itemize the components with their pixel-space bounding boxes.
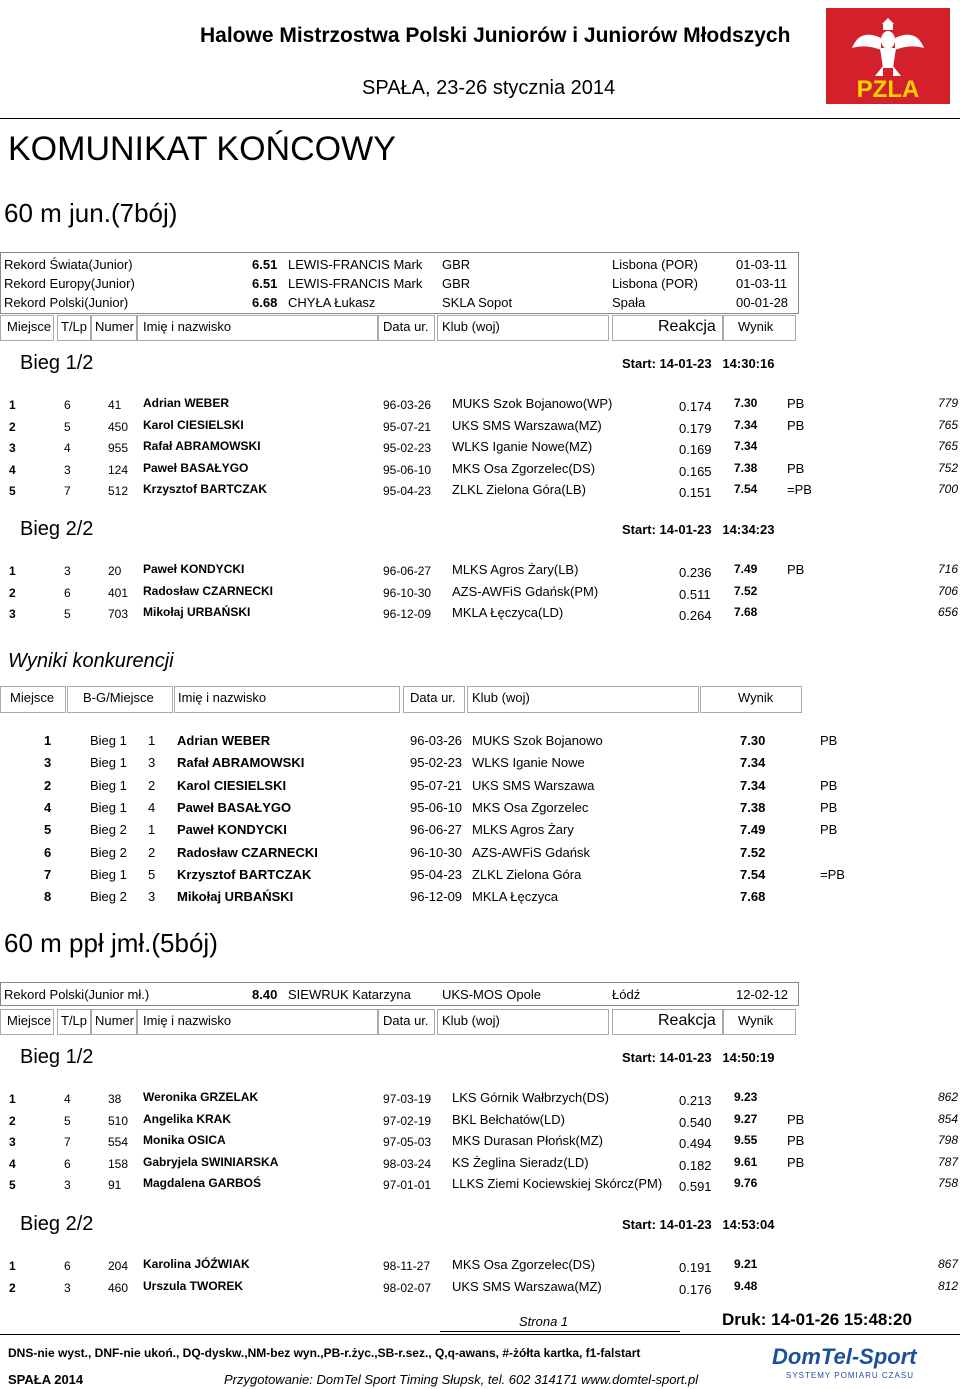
footer-print-time: Druk: 14-01-26 15:48:20 (722, 1310, 912, 1329)
row-points: 765 (937, 417, 958, 432)
record-value: 6.51 (252, 276, 278, 291)
row-result: 7.34 (734, 417, 758, 432)
result-note: PB (820, 733, 838, 748)
row-reaction: 0.494 (679, 1136, 712, 1151)
result-time: 7.38 (740, 799, 766, 815)
result-athlete: Radosław CZARNECKI (177, 844, 318, 860)
domtel-logo (768, 1344, 928, 1386)
row-points: 812 (937, 1278, 958, 1293)
row-lane: 6 (64, 1156, 71, 1171)
record-holder: LEWIS-FRANCIS Mark (288, 257, 423, 272)
footer-page-line (440, 1331, 680, 1332)
row-result: 7.30 (734, 396, 758, 410)
result-note: PB (820, 799, 838, 815)
result-athlete: Karol CIESIELSKI (177, 777, 287, 793)
row-athlete: Karol CIESIELSKI (143, 417, 244, 432)
row-lane: 3 (64, 1178, 71, 1192)
row-reaction: 0.182 (679, 1157, 712, 1173)
result-heat: Bieg 1 (90, 777, 127, 793)
row-lane: 3 (64, 462, 71, 477)
row-number: 512 (108, 484, 129, 498)
event1-title: 60 m jun.(7bój) (4, 198, 178, 228)
header-numer: Numer (95, 319, 135, 334)
row-lane: 5 (64, 419, 71, 434)
header-imie: Imię i nazwisko (143, 1013, 232, 1028)
row-dob: 96-12-09 (383, 607, 432, 621)
row-place: 2 (9, 419, 16, 434)
header-data: Data ur. (383, 1013, 429, 1028)
row-place: 2 (9, 1280, 16, 1295)
row-points: 867 (937, 1257, 958, 1271)
result-heat-place: 3 (148, 889, 156, 905)
row-club: MLKS Agros Żary(LB) (452, 562, 579, 577)
row-points: 752 (937, 460, 958, 475)
result-athlete: Paweł KONDYCKI (177, 822, 287, 838)
row-result: 9.55 (734, 1133, 758, 1147)
row-reaction: 0.176 (679, 1281, 712, 1297)
result-heat-place: 1 (148, 822, 156, 838)
row-lane: 6 (64, 1259, 71, 1273)
row-athlete: Paweł KONDYCKI (143, 562, 245, 576)
record-holder: CHYŁA Łukasz (288, 295, 376, 310)
footer-page: Strona 1 (519, 1314, 569, 1329)
result-heat: Bieg 1 (90, 755, 127, 771)
result-dob: 95-07-21 (410, 777, 463, 793)
result-time: 7.49 (740, 822, 766, 838)
result-athlete: Rafał ABRAMOWSKI (177, 755, 305, 771)
row-club: UKS SMS Warszawa(MZ) (452, 417, 602, 433)
row-athlete: Monika OSICA (143, 1133, 226, 1147)
row-club: KS Żeglina Sieradz(LD) (452, 1154, 589, 1170)
row-place: 1 (9, 1259, 16, 1273)
res-header-miejsce: Miejsce (10, 690, 55, 705)
result-place: 1 (44, 733, 52, 748)
domtel-logo-text: DomTel-Sport (772, 1344, 917, 1369)
result-time: 7.54 (740, 866, 766, 882)
row-note: PB (787, 562, 805, 577)
row-note: PB (787, 396, 805, 411)
result-time: 7.30 (740, 733, 766, 748)
record-value: 6.51 (252, 257, 278, 272)
row-points: 798 (937, 1133, 958, 1147)
result-heat-place: 4 (148, 799, 156, 815)
row-note: PB (787, 417, 805, 433)
row-reaction: 0.236 (679, 565, 712, 580)
header-tlp: T/Lp (61, 1013, 88, 1028)
row-result: 7.54 (734, 482, 758, 496)
row-reaction: 0.511 (679, 586, 711, 602)
res-header-data: Data ur. (410, 690, 456, 705)
result-place: 8 (44, 889, 52, 905)
row-number: 158 (108, 1156, 129, 1171)
result-dob: 96-03-26 (410, 733, 463, 748)
record-value: 6.68 (252, 295, 278, 310)
row-reaction: 0.591 (679, 1179, 712, 1194)
result-club: MKLA Łęczyca (472, 889, 558, 905)
row-club: BKL Bełchatów(LD) (452, 1111, 565, 1127)
footer-legend: DNS-nie wyst., DNF-nie ukoń., DQ-dyskw.,NM-bez wyn.,PB-r.życ.,SB-r.sez., Q,q-awans, #-żółta kartka, f1-falstart (8, 1346, 641, 1360)
row-reaction: 0.540 (679, 1114, 712, 1130)
record-label: Rekord Polski(Junior mł.) (4, 987, 150, 1002)
row-place: 1 (9, 398, 16, 412)
row-place: 5 (9, 1178, 16, 1192)
row-dob: 95-02-23 (383, 441, 432, 455)
row-number: 510 (108, 1113, 129, 1128)
row-dob: 95-07-21 (383, 419, 432, 434)
row-result: 7.38 (734, 460, 758, 475)
row-place: 4 (9, 462, 16, 477)
result-note: PB (820, 777, 838, 793)
row-place: 3 (9, 1135, 16, 1149)
row-place: 3 (9, 607, 16, 621)
header-miejsce: Miejsce (7, 1013, 52, 1028)
row-club: MKS Osa Zgorzelec(DS) (452, 1257, 596, 1272)
row-number: 204 (108, 1259, 129, 1273)
result-place: 6 (44, 844, 52, 860)
row-dob: 98-02-07 (383, 1280, 432, 1295)
record-holder: LEWIS-FRANCIS Mark (288, 276, 423, 291)
result-dob: 95-02-23 (410, 755, 463, 771)
row-athlete: Radosław CZARNECKI (143, 583, 274, 598)
row-number: 955 (108, 441, 129, 455)
result-note: =PB (820, 866, 845, 882)
row-result: 9.27 (734, 1111, 758, 1126)
result-place: 2 (44, 777, 52, 793)
row-athlete: Weronika GRZELAK (143, 1090, 259, 1104)
record-club: UKS-MOS Opole (442, 987, 541, 1002)
heat-start: Start: 14-01-23 14:30:16 (622, 356, 775, 371)
row-club: LKS Górnik Wałbrzych(DS) (452, 1090, 609, 1105)
header-reakcja: Reakcja (658, 318, 716, 335)
result-heat-place: 3 (148, 755, 156, 771)
result-place: 3 (44, 755, 52, 771)
record-club: GBR (442, 276, 471, 291)
row-club: ZLKL Zielona Góra(LB) (452, 482, 586, 497)
row-lane: 3 (64, 1280, 71, 1295)
header-subtitle: SPAŁA, 23-26 stycznia 2014 (362, 77, 616, 99)
row-club: MKS Durasan Płońsk(MZ) (452, 1133, 603, 1148)
result-club: WLKS Iganie Nowe (472, 755, 585, 771)
row-club: LLKS Ziemi Kociewskiej Skórcz(PM) (452, 1176, 663, 1191)
row-points: 700 (937, 482, 958, 496)
result-club: MUKS Szok Bojanowo (472, 733, 603, 748)
result-note: PB (820, 822, 838, 838)
row-lane: 6 (64, 398, 71, 412)
doc-title: KOMUNIKAT KOŃCOWY (8, 130, 396, 168)
result-dob: 96-10-30 (410, 844, 463, 860)
row-dob: 98-03-24 (383, 1156, 432, 1171)
result-club: MKS Osa Zgorzelec (472, 799, 589, 815)
row-place: 1 (9, 564, 16, 578)
row-lane: 7 (64, 484, 71, 498)
row-note: =PB (787, 482, 812, 497)
result-time: 7.52 (740, 844, 766, 860)
row-result: 7.34 (734, 439, 758, 453)
row-number: 41 (108, 398, 122, 412)
row-dob: 95-06-10 (383, 462, 432, 477)
heat-start: Start: 14-01-23 14:50:19 (622, 1050, 775, 1065)
row-dob: 97-03-19 (383, 1092, 432, 1106)
result-dob: 95-04-23 (410, 866, 463, 882)
row-dob: 95-04-23 (383, 484, 432, 498)
row-number: 460 (108, 1280, 129, 1295)
row-club: MKS Osa Zgorzelec(DS) (452, 460, 596, 476)
header-data: Data ur. (383, 319, 429, 334)
row-place: 1 (9, 1092, 16, 1106)
row-athlete: Paweł BASAŁYGO (143, 460, 249, 475)
row-reaction: 0.264 (679, 608, 712, 623)
heat-start: Start: 14-01-23 14:53:04 (622, 1217, 775, 1232)
row-athlete: Karolina JÓŹWIAK (143, 1257, 250, 1271)
result-time: 7.34 (740, 755, 766, 771)
row-club: AZS-AWFiS Gdańsk(PM) (452, 583, 599, 599)
row-result: 9.48 (734, 1278, 758, 1293)
record-date: 00-01-28 (736, 295, 789, 310)
result-club: MLKS Agros Żary (472, 822, 574, 838)
row-athlete: Angelika KRAK (143, 1111, 232, 1126)
row-points: 765 (937, 439, 958, 453)
heat-title: Bieg 2/2 (20, 518, 94, 540)
row-dob: 97-02-19 (383, 1113, 432, 1128)
row-points: 862 (937, 1090, 958, 1104)
row-dob: 96-10-30 (383, 585, 432, 600)
result-athlete: Krzysztof BARTCZAK (177, 866, 312, 882)
row-result: 7.49 (734, 562, 758, 576)
result-heat: Bieg 2 (90, 822, 127, 838)
row-result: 9.61 (734, 1154, 758, 1169)
row-athlete: Krzysztof BARTCZAK (143, 482, 267, 496)
row-number: 450 (108, 419, 129, 434)
record-place: Łódź (612, 987, 641, 1002)
row-lane: 7 (64, 1135, 71, 1149)
row-lane: 6 (64, 585, 71, 600)
pzla-logo (826, 8, 950, 104)
result-club: AZS-AWFiS Gdańsk (472, 844, 590, 860)
row-result: 7.68 (734, 605, 758, 619)
row-points: 854 (937, 1111, 958, 1126)
row-reaction: 0.169 (679, 442, 712, 457)
result-heat-place: 5 (148, 866, 156, 882)
record-place: Spała (612, 295, 646, 310)
result-athlete: Paweł BASAŁYGO (177, 799, 292, 815)
result-heat: Bieg 2 (90, 844, 127, 860)
row-club: UKS SMS Warszawa(MZ) (452, 1278, 602, 1294)
row-result: 9.76 (734, 1176, 758, 1190)
result-dob: 96-06-27 (410, 822, 463, 838)
header-wynik: Wynik (738, 1013, 774, 1028)
record-value: 8.40 (252, 987, 278, 1002)
row-points: 787 (937, 1154, 958, 1169)
row-reaction: 0.174 (679, 399, 712, 414)
row-points: 779 (937, 396, 958, 410)
row-place: 4 (9, 1156, 16, 1171)
event2-title: 60 m ppł jmł.(5bój) (4, 928, 218, 958)
row-place: 2 (9, 585, 16, 600)
record-club: GBR (442, 257, 471, 272)
record-date: 01-03-11 (736, 276, 788, 291)
result-heat-place: 1 (148, 733, 156, 748)
results-title: Wyniki konkurencji (8, 650, 174, 672)
row-points: 656 (937, 605, 958, 619)
res-header-bg: B-G/Miejsce (83, 690, 154, 705)
row-number: 38 (108, 1092, 122, 1106)
header-tlp: T/Lp (61, 319, 88, 334)
row-note: PB (787, 1111, 805, 1127)
row-place: 3 (9, 441, 16, 455)
header-numer: Numer (95, 1013, 135, 1028)
row-club: WLKS Iganie Nowe(MZ) (452, 439, 593, 454)
row-athlete: Adrian WEBER (143, 396, 230, 410)
header-wynik: Wynik (738, 319, 774, 334)
result-time: 7.68 (740, 889, 766, 905)
row-note: PB (787, 1154, 805, 1170)
header-miejsce: Miejsce (7, 319, 52, 334)
result-heat: Bieg 1 (90, 866, 127, 882)
result-time: 7.34 (740, 777, 766, 793)
row-points: 758 (937, 1176, 958, 1190)
row-athlete: Rafał ABRAMOWSKI (143, 439, 261, 453)
heat-title: Bieg 1/2 (20, 1046, 94, 1068)
result-dob: 95-06-10 (410, 799, 463, 815)
row-reaction: 0.179 (679, 420, 712, 436)
result-athlete: Mikołaj URBAŃSKI (177, 889, 294, 905)
row-athlete: Urszula TWOREK (143, 1278, 244, 1293)
res-header-wynik: Wynik (738, 690, 774, 705)
result-athlete: Adrian WEBER (177, 733, 271, 748)
row-athlete: Mikołaj URBAŃSKI (143, 605, 251, 619)
pzla-logo-text: PZLA (856, 76, 920, 103)
row-note: PB (787, 460, 805, 476)
record-label: Rekord Świata(Junior) (4, 257, 133, 272)
heat-start: Start: 14-01-23 14:34:23 (622, 522, 775, 537)
row-athlete: Magdalena GARBOŚ (143, 1176, 262, 1190)
row-points: 716 (937, 562, 958, 576)
record-date: 01-03-11 (736, 257, 788, 272)
row-number: 554 (108, 1135, 129, 1149)
row-note: PB (787, 1133, 805, 1148)
result-heat: Bieg 1 (90, 733, 127, 748)
header-imie: Imię i nazwisko (143, 319, 232, 334)
header-divider (0, 118, 960, 119)
row-reaction: 0.165 (679, 463, 712, 479)
res-header-imie: Imię i nazwisko (178, 690, 267, 705)
result-place: 4 (44, 799, 52, 815)
res-header-klub: Klub (woj) (472, 690, 530, 705)
heat-title: Bieg 1/2 (20, 352, 94, 374)
result-dob: 96-12-09 (410, 889, 463, 905)
row-place: 2 (9, 1113, 16, 1128)
row-lane: 3 (64, 564, 71, 578)
footer-prepared: Przygotowanie: DomTel Sport Timing Słupsk, tel. 602 314171 www.domtel-sport.pl (224, 1372, 699, 1387)
row-dob: 97-01-01 (383, 1178, 432, 1192)
row-number: 703 (108, 607, 129, 621)
footer-divider (0, 1334, 960, 1335)
result-heat-place: 2 (148, 777, 156, 793)
row-result: 9.23 (734, 1090, 758, 1104)
row-lane: 5 (64, 1113, 71, 1128)
record-date: 12-02-12 (736, 987, 789, 1002)
record-place: Lisbona (POR) (612, 276, 698, 291)
row-result: 7.52 (734, 583, 758, 598)
result-heat: Bieg 2 (90, 889, 127, 905)
row-dob: 96-06-27 (383, 564, 432, 578)
footer-event: SPAŁA 2014 (8, 1372, 84, 1387)
result-place: 5 (44, 822, 52, 838)
row-lane: 4 (64, 1092, 71, 1106)
result-club: UKS SMS Warszawa (472, 777, 595, 793)
header-klub: Klub (woj) (442, 319, 500, 334)
row-number: 401 (108, 585, 129, 600)
row-number: 124 (108, 462, 129, 477)
row-club: MKLA Łęczyca(LD) (452, 605, 564, 620)
row-reaction: 0.191 (679, 1260, 712, 1275)
row-athlete: Gabryjela SWINIARSKA (143, 1154, 279, 1169)
header-reakcja: Reakcja (658, 1012, 716, 1029)
row-dob: 96-03-26 (383, 398, 432, 412)
row-result: 9.21 (734, 1257, 758, 1271)
row-place: 5 (9, 484, 16, 498)
record-holder: SIEWRUK Katarzyna (288, 987, 411, 1002)
row-points: 706 (937, 583, 958, 598)
row-dob: 97-05-03 (383, 1135, 432, 1149)
result-heat: Bieg 1 (90, 799, 127, 815)
row-club: MUKS Szok Bojanowo(WP) (452, 396, 613, 411)
record-label: Rekord Polski(Junior) (4, 295, 129, 310)
domtel-logo-sub: SYSTEMY POMIARU CZASU (786, 1371, 914, 1380)
result-heat-place: 2 (148, 844, 156, 860)
row-number: 20 (108, 564, 122, 578)
row-number: 91 (108, 1178, 122, 1192)
row-dob: 98-11-27 (383, 1259, 431, 1273)
row-reaction: 0.213 (679, 1093, 712, 1108)
record-place: Lisbona (POR) (612, 257, 698, 272)
record-label: Rekord Europy(Junior) (4, 276, 135, 291)
result-club: ZLKL Zielona Góra (472, 866, 582, 882)
record-club: SKLA Sopot (442, 295, 513, 310)
row-lane: 5 (64, 607, 71, 621)
header-klub: Klub (woj) (442, 1013, 500, 1028)
row-lane: 4 (64, 441, 71, 455)
result-place: 7 (44, 866, 52, 882)
row-reaction: 0.151 (679, 485, 712, 500)
header-title: Halowe Mistrzostwa Polski Juniorów i Juniorów Młodszych (200, 24, 791, 47)
heat-title: Bieg 2/2 (20, 1213, 94, 1235)
